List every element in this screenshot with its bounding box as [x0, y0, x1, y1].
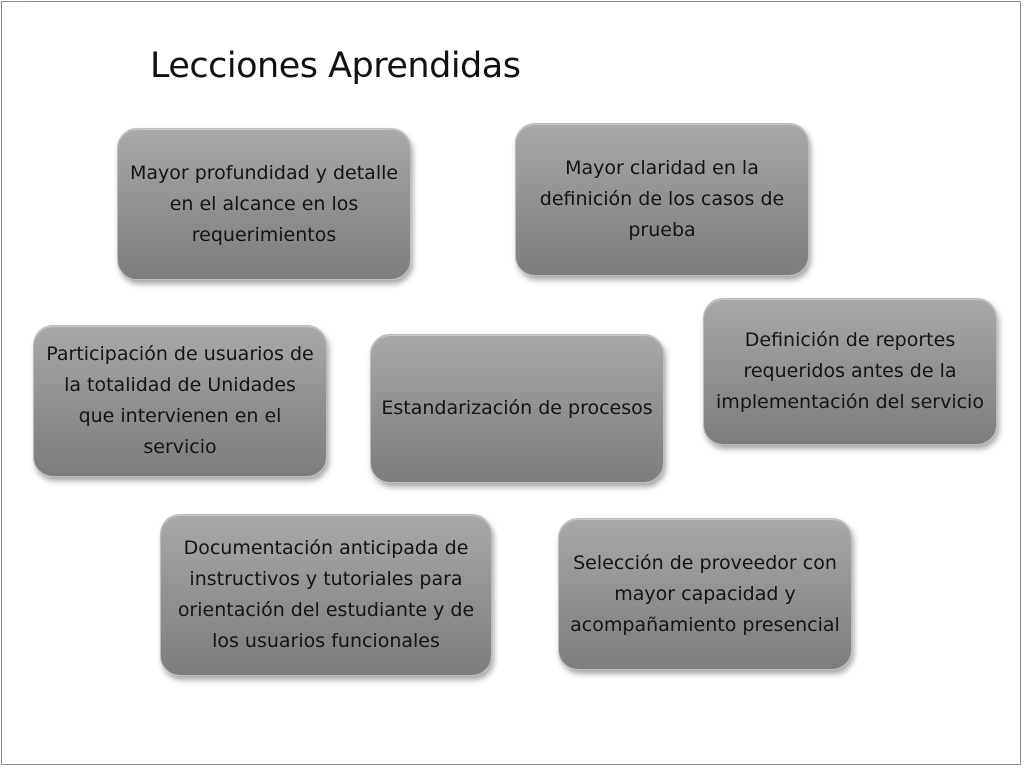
lesson-box-text: Participación de usuarios de la totalidad de Unidades que intervienen en el servicio [46, 343, 314, 458]
corner-mark: · ····················· [7, 4, 30, 8]
lesson-box-text: Estandarización de procesos [381, 397, 653, 419]
lesson-box-text: Mayor claridad en la definición de los casos de prueba [539, 157, 785, 241]
lesson-box-provider-selection [558, 518, 852, 670]
lesson-box-text: Definición de reportes requeridos antes de la implementación del servicio [716, 329, 984, 413]
slide [1, 1, 1021, 765]
lesson-box-test-cases [515, 123, 809, 276]
page-title: Lecciones Aprendidas [150, 46, 521, 86]
lesson-box-scope-detail [117, 128, 411, 280]
lesson-box-text: Selección de proveedor con mayor capacidad y acompañamiento presencial [570, 551, 840, 636]
lesson-box-report-definition [703, 298, 997, 445]
lesson-box-process-standardization [370, 334, 664, 483]
lesson-box-text: Mayor profundidad y detalle en el alcance en los requerimientos [129, 161, 399, 246]
lesson-box-user-participation [33, 325, 327, 477]
lesson-box-text: Documentación anticipada de instructivos y tutoriales para orientación del estudiante y de los usuarios funcionales [177, 537, 475, 652]
lesson-box-documentation [160, 514, 492, 676]
